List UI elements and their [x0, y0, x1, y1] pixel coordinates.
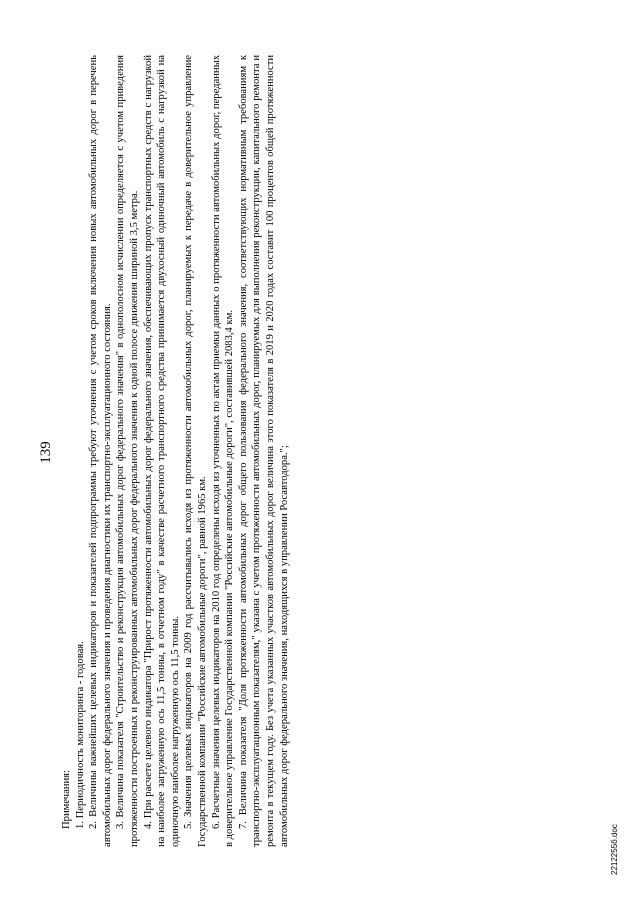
note-item-2: 2. Величины важнейших целевых индикаторов и показателей подпрограммы требуют уточнения с учетом сроков включения новых автомобильных дорог в перечень автомобильных дорог федерального значения и проведения диагностики их транспортно-эксплуатационного состояния. — [88, 55, 113, 847]
note-item-1: 1. Периодичность мониторинга - годовая. — [74, 641, 86, 829]
notes-block — [60, 55, 291, 847]
notes-heading: Примечания: — [61, 770, 72, 829]
note-item-7: 7. Величина показателя "Доля протяженности автомобильных дорог общего пользования федерального значения, соответствующих нормативным требованиям к транспортно-эксплуатационным показателям," указана с учетом протяженности автомобильных дорог, планируемых для выполнения реконструкции, капитального ремонта и ремонта в текущем году. Без учета указанных участков автомобильных дорог величина этого показателя в 2019 и 2020 годах составит 100 процентов общей протяженности автомобильных дорог федерального значения, находящихся в управлении Росавтодора."; — [237, 55, 290, 847]
note-item-4: 4. При расчете целевого индикатора "Прирост протяженности автомобильных дорог федерального значения, обеспечивающих пропуск транспортных средств с нагрузкой на наиболее загруженную ось 11,5 тонны, в отчетном году" в качестве расчетного транспортного средства принимается двухосный одиночный автомобиль с нагрузкой на одиночную наиболее нагруженную ось 11,5 тонны. — [142, 55, 181, 847]
footer-document-code: 2212255б.doc — [610, 824, 619, 875]
note-item-6: 6. Расчетные значения целевых индикаторов на 2010 год определены исходя из уточненных по актам приемки данных о протяженности автомобильных дорог, переданных в доверительное управление Государственной компании "Российские автомобильные дороги", составившей 2083,4 км. — [210, 55, 236, 847]
note-item-5: 5. Значения целевых индикаторов на 2009 год рассчитывались исходя из протяженности автомобильных дорог, планируемых к передаче в доверительное управление Государственной компании "Российские автомобильные дороги", равной 1965 км. — [183, 55, 208, 847]
note-item-3: 3. Величина показателя "Строительство и реконструкция автомобильных дорог федерального значения" в однополосном исчислении определяется с учетом приведения протяженности построенных и реконструированных автомобильных дорог федерального значения к одной полосе движения шириной 3,5 метра. — [115, 55, 140, 847]
page-number: 139 — [38, 441, 54, 464]
